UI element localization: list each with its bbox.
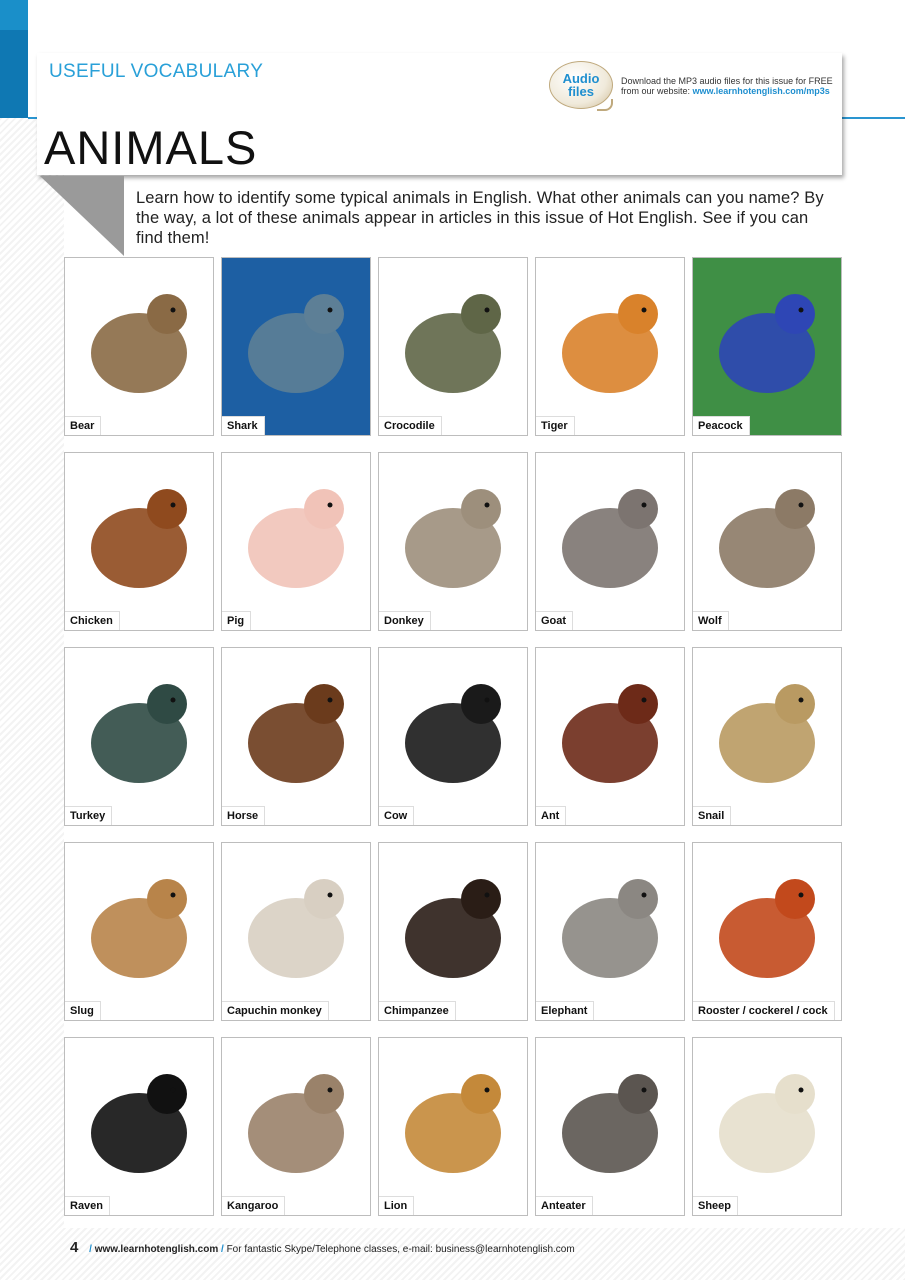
footer <box>70 1239 575 1256</box>
speech-bubble-tail-icon <box>597 99 613 111</box>
animal-card-horse <box>221 647 371 826</box>
animal-card-elephant <box>535 842 685 1021</box>
download-note <box>621 76 833 96</box>
snail-picture <box>693 648 841 825</box>
animal-card-pig <box>221 452 371 631</box>
animal-card-bear <box>64 257 214 436</box>
elephant-picture <box>536 843 684 1020</box>
animal-label: Capuchin monkey <box>222 1001 329 1020</box>
donkey-picture <box>379 453 527 630</box>
animal-card-cow <box>378 647 528 826</box>
anteater-picture <box>536 1038 684 1215</box>
goat-picture <box>536 453 684 630</box>
wolf-picture <box>693 453 841 630</box>
pig-picture <box>222 453 370 630</box>
animal-label: Pig <box>222 611 251 630</box>
animal-label: Kangaroo <box>222 1196 285 1215</box>
animal-label: Tiger <box>536 416 575 435</box>
animal-card-kangaroo <box>221 1037 371 1216</box>
audio-badge-line2: files <box>567 84 594 99</box>
footer-text: For fantastic Skype/Telephone classes, e-mail: business@learnhotenglish.com <box>226 1244 575 1255</box>
animal-label: Cow <box>379 806 414 825</box>
ant-picture <box>536 648 684 825</box>
kangaroo-picture <box>222 1038 370 1215</box>
animal-label: Slug <box>65 1001 101 1020</box>
animal-card-turkey <box>64 647 214 826</box>
sheep-picture <box>693 1038 841 1215</box>
page-title: ANIMALS <box>44 121 258 174</box>
animal-label: Sheep <box>693 1196 738 1215</box>
animal-label: Ant <box>536 806 566 825</box>
animal-card-snail <box>692 647 842 826</box>
audio-badge-line1: Audio <box>562 71 600 86</box>
animal-label: Raven <box>65 1196 110 1215</box>
animal-label: Crocodile <box>379 416 442 435</box>
footer-slash-2: / <box>221 1244 224 1255</box>
animal-card-raven <box>64 1037 214 1216</box>
tiger-picture <box>536 258 684 435</box>
animal-card-monkey <box>221 842 371 1021</box>
animal-label: Horse <box>222 806 265 825</box>
animal-label: Chimpanzee <box>379 1001 456 1020</box>
slug-picture <box>65 843 213 1020</box>
bear-picture <box>65 258 213 435</box>
animal-card-chimpanzee <box>378 842 528 1021</box>
monkey-picture <box>222 843 370 1020</box>
crocodile-picture <box>379 258 527 435</box>
animal-label: Elephant <box>536 1001 594 1020</box>
animal-card-sheep <box>692 1037 842 1216</box>
animal-label: Goat <box>536 611 573 630</box>
animal-card-crocodile <box>378 257 528 436</box>
animal-card-donkey <box>378 452 528 631</box>
animal-label: Donkey <box>379 611 431 630</box>
cow-picture <box>379 648 527 825</box>
animal-card-ant <box>535 647 685 826</box>
download-line2 <box>621 86 833 96</box>
horse-picture <box>222 648 370 825</box>
rooster-picture <box>693 843 841 1020</box>
footer-slash: / <box>89 1244 92 1255</box>
peacock-picture <box>693 258 841 435</box>
lion-picture <box>379 1038 527 1215</box>
animal-card-goat <box>535 452 685 631</box>
animal-card-shark <box>221 257 371 436</box>
animal-label: Turkey <box>65 806 112 825</box>
animal-label: Wolf <box>693 611 729 630</box>
animal-card-rooster <box>692 842 842 1021</box>
animal-card-tiger <box>535 257 685 436</box>
animal-card-chicken <box>64 452 214 631</box>
animal-card-wolf <box>692 452 842 631</box>
turkey-picture <box>65 648 213 825</box>
animal-card-peacock <box>692 257 842 436</box>
page-number: 4 <box>70 1239 79 1256</box>
blue-accent-bar-dark <box>0 30 28 118</box>
download-link[interactable]: www.learnhotenglish.com/mp3s <box>692 86 830 96</box>
animal-label: Anteater <box>536 1196 593 1215</box>
chicken-picture <box>65 453 213 630</box>
footer-site-link[interactable]: www.learnhotenglish.com <box>94 1244 219 1255</box>
shark-picture <box>222 258 370 435</box>
animal-card-anteater <box>535 1037 685 1216</box>
download-prefix: from our website: <box>621 86 693 96</box>
raven-picture <box>65 1038 213 1215</box>
intro-paragraph: Learn how to identify some typical animals in English. What other animals can you name? By the way, a lot of these animals appear in articles in this issue of Hot English. See if you can find them! <box>136 189 824 247</box>
animal-label: Peacock <box>693 416 750 435</box>
header-card <box>37 53 842 175</box>
animal-label: Snail <box>693 806 731 825</box>
left-hatch-pattern <box>0 118 64 1280</box>
animal-label: Lion <box>379 1196 414 1215</box>
animal-card-lion <box>378 1037 528 1216</box>
section-label: USEFUL VOCABULARY <box>49 61 264 82</box>
chimpanzee-picture <box>379 843 527 1020</box>
animal-label: Chicken <box>65 611 120 630</box>
animal-label: Rooster / cockerel / cock <box>693 1001 835 1020</box>
animal-label: Shark <box>222 416 265 435</box>
grey-corner-triangle <box>40 176 124 256</box>
download-line1: Download the MP3 audio files for this issue for FREE <box>621 76 833 86</box>
animal-label: Bear <box>65 416 101 435</box>
animal-card-slug <box>64 842 214 1021</box>
